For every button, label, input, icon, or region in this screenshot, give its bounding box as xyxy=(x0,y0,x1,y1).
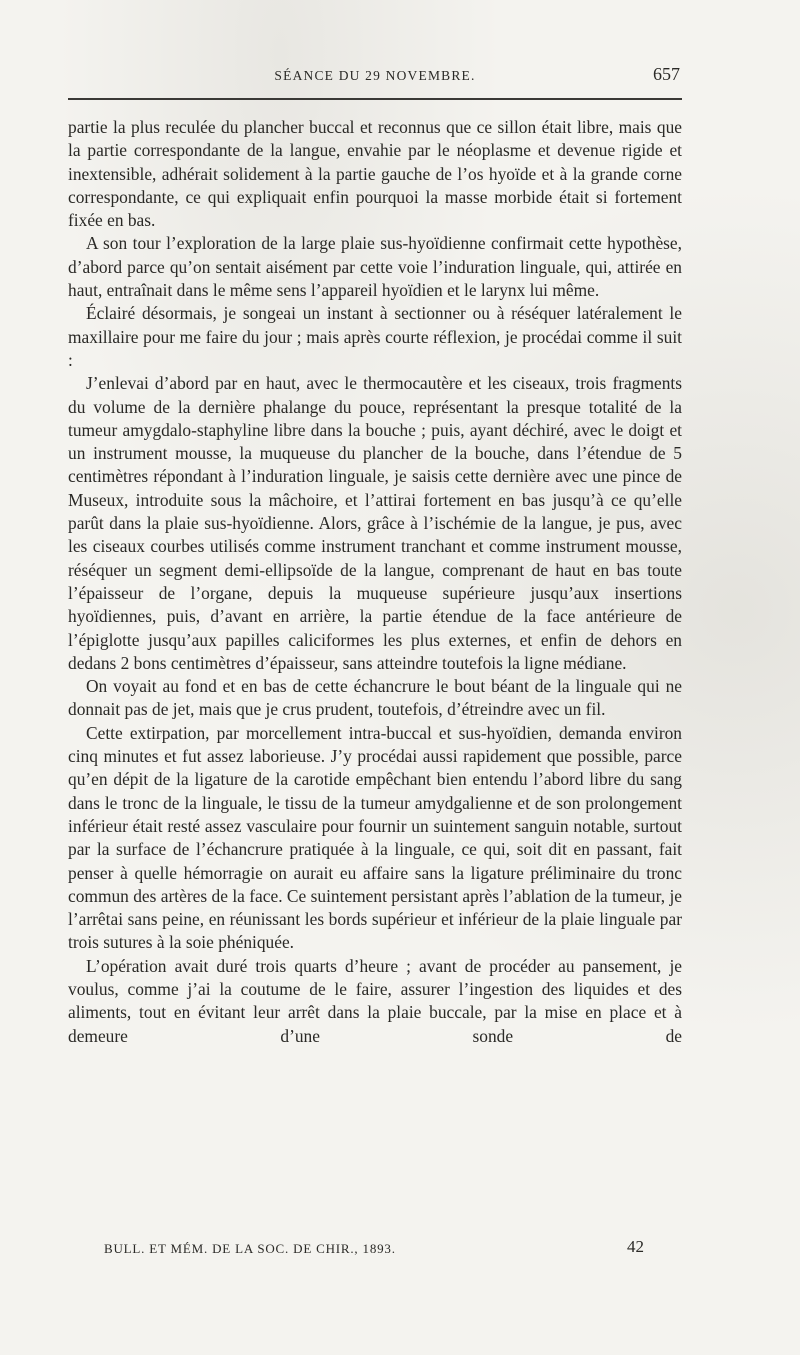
paragraph-7: L’opération avait duré trois quarts d’heure ; avant de procéder au pansement, je voulus, comme j’ai la coutume de le faire, assurer l’ingestion des liquides et des aliments, tout en évitant leur arrêt dans la plaie buccale, par la mise en place et à demeure d’une sonde de xyxy=(68,955,682,1046)
page-number: 657 xyxy=(653,64,680,84)
running-title: SÉANCE DU 29 NOVEMBRE. xyxy=(274,68,476,83)
paragraph-1: partie la plus reculée du plancher buccal et reconnus que ce sillon était libre, mais que la partie correspondante de la langue, envahie par le néoplasme et devenue rigide et inextensible, adhérait solidement à la partie gauche de l’os hyoïde et à la grande corne correspondante, ce qui expliquait enfin pourquoi la masse morbide était si fortement fixée en bas. xyxy=(68,117,682,231)
paragraph-4: J’enlevai d’abord par en haut, avec le thermocautère et les ciseaux, trois fragments du volume de la dernière phalange du pouce, représentant la presque totalité de la tumeur amygdalo-staphyline libre dans la bouche ; puis, ayant déchiré, avec le doigt et un instrument mousse, la muqueuse du plancher de la bouche, dans l’étendue de 5 centimètres répondant à l’induration linguale, je saisis cette dernière avec une pince de Museux, introduite sous la mâchoire, et l’attirai fortement en bas jusqu’à ce qu’elle parût dans la plaie sus-hyoïdienne. Alors, grâce à l’ischémie de la langue, je pus, avec les ciseaux courbes utilisés comme instrument tranchant et comme instrument mousse, réséquer un segment demi-ellipsoïde de la langue, comprenant de haut en bas toute l’épaisseur de l’organe, depuis la muqueuse supérieure jusqu’aux insertions hyoïdiennes, puis, d’avant en arrière, la partie étendue de la face antérieure de l’épiglotte jusqu’aux papilles caliciformes les plus externes, et enfin de dehors en dedans 2 bons centimètres d’épaisseur, sans atteindre toutefois la ligne médiane. xyxy=(68,373,682,673)
header-rule xyxy=(68,98,682,100)
body-text xyxy=(68,116,682,1048)
paragraph-5: On voyait au fond et en bas de cette échancrure le bout béant de la linguale qui ne donnait pas de jet, mais que je crus prudent, toutefois, d’étreindre avec un fil. xyxy=(68,676,682,720)
signature-mark: 42 xyxy=(627,1237,644,1256)
footer-journal: BULL. ET MÉM. DE LA SOC. DE CHIR., 1893. xyxy=(104,1241,396,1256)
running-head xyxy=(68,64,682,88)
paragraph-2: A son tour l’exploration de la large plaie sus-hyoïdienne confirmait cette hypothèse, d’abord parce qu’on sentait aisément par cette voie l’induration linguale, qui, attirée en haut, entraînait dans le même sens l’appareil hyoïdien et le larynx lui même. xyxy=(68,233,682,301)
paragraph-3: Éclairé désormais, je songeai un instant à sectionner ou à réséquer latéralement le maxillaire pour me faire du jour ; mais après courte réflexion, je procédai comme il suit : xyxy=(68,303,682,370)
paragraph-6: Cette extirpation, par morcellement intra-buccal et sus-hyoïdien, demanda environ cinq minutes et fut assez laborieuse. J’y procédai aussi rapidement que possible, parce qu’en dépit de la ligature de la carotide empêchant bien entendu l’abord libre du sang dans le tronc de la linguale, le tissu de la tumeur amydgalienne et de son prolongement inférieur était resté assez vasculaire pour fournir un suintement sanguin notable, surtout par la surface de l’échancrure pratiquée à la linguale, ce qui, soit dit en passant, fait penser à quelle hémorragie on aurait eu affaire sans la ligature préliminaire du tronc commun des artères de la face. Ce suintement persistant après l’ablation de la tumeur, je l’arrêtai sans peine, en réunissant les bords supérieur et inférieur de la plaie linguale par trois sutures à la soie phéniquée. xyxy=(68,722,682,953)
footer xyxy=(104,1237,644,1261)
